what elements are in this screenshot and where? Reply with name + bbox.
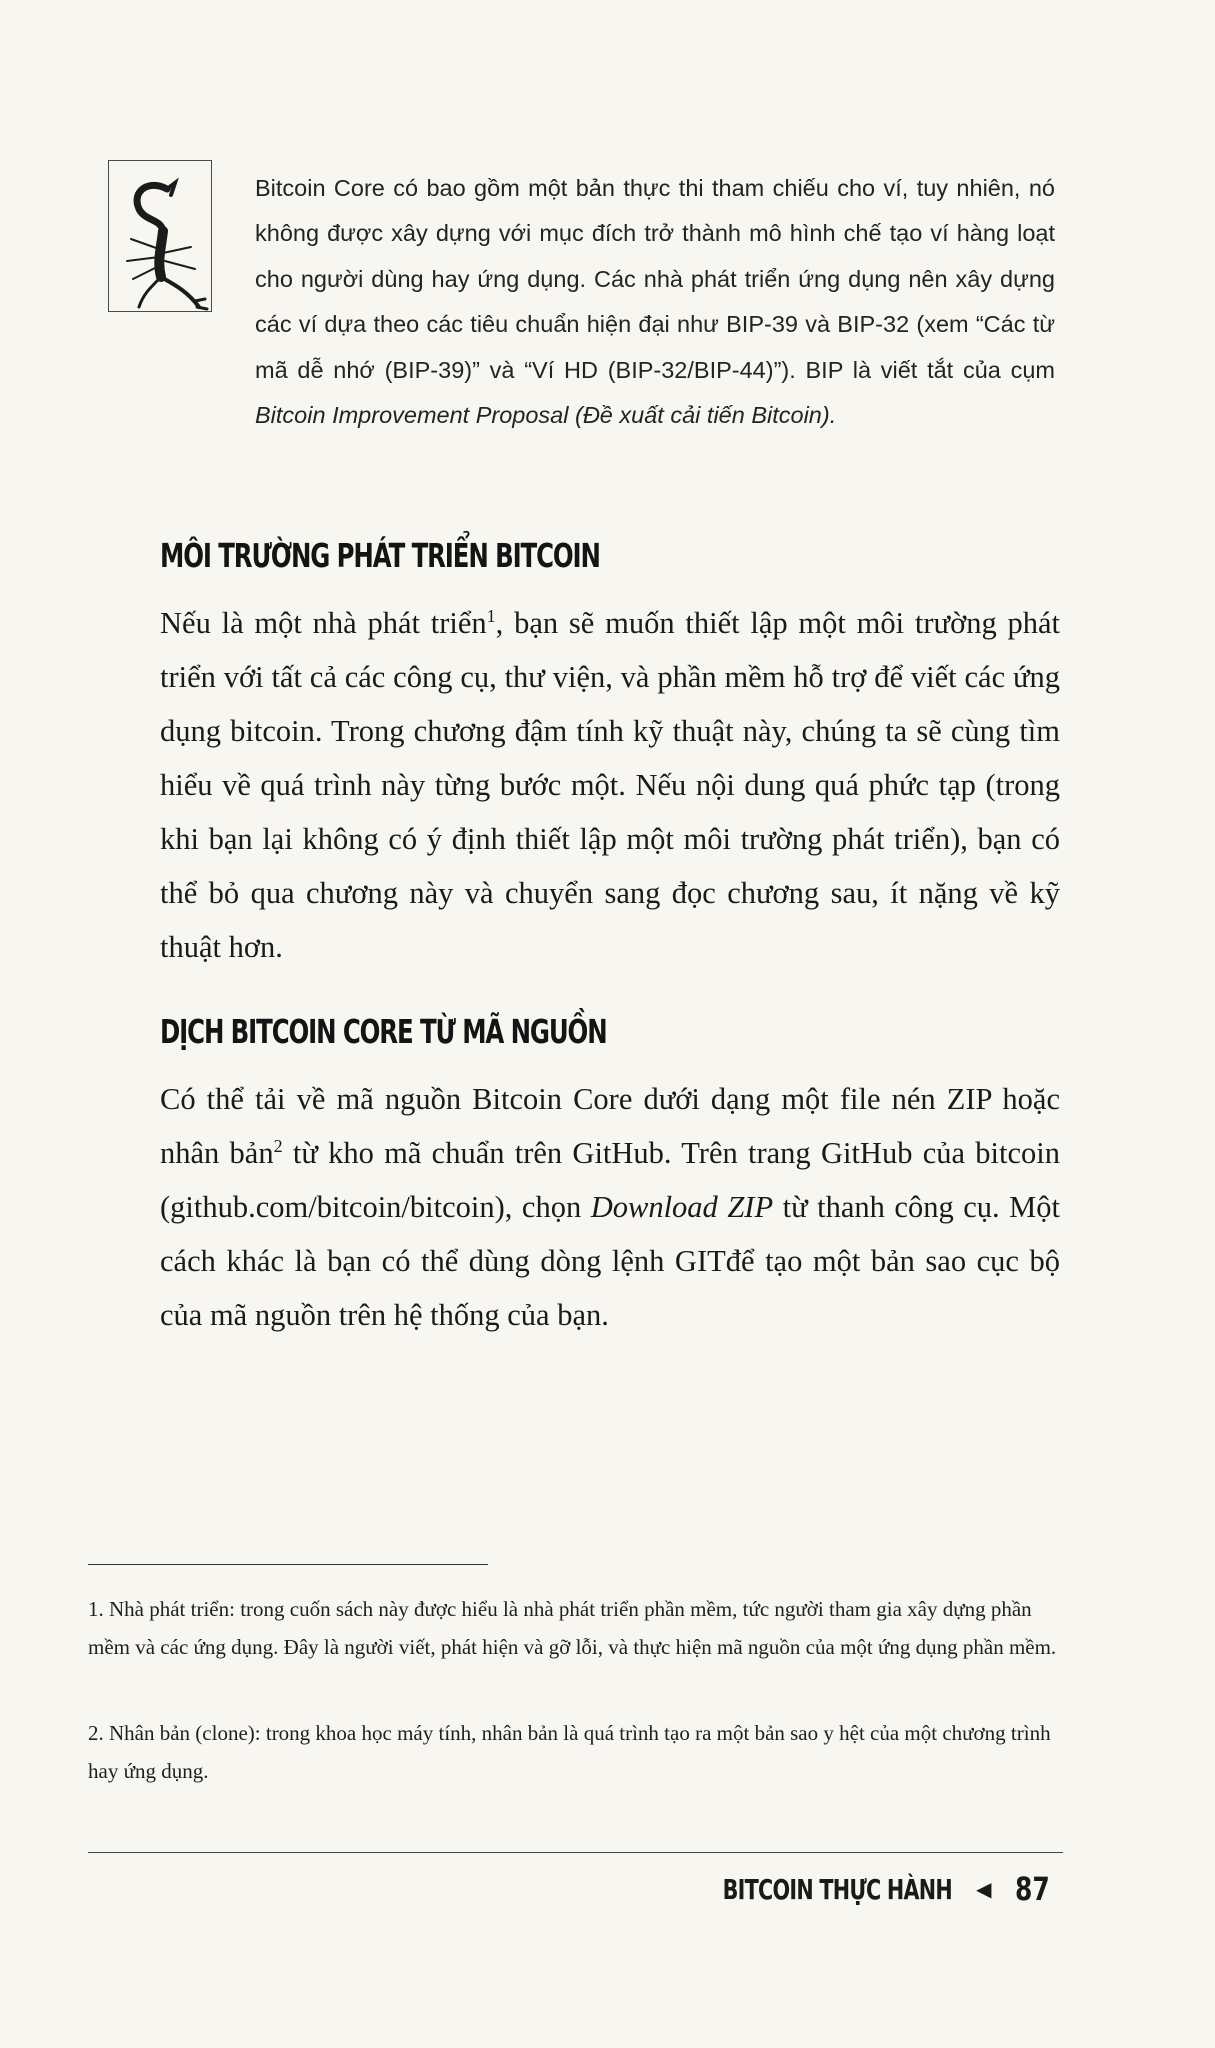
book-title: BITCOIN THỰC HÀNH bbox=[722, 1872, 953, 1906]
footer-divider bbox=[88, 1852, 1063, 1853]
section-heading-compile-source: DỊCH BITCOIN CORE TỪ MÃ NGUỒN bbox=[160, 1012, 607, 1051]
paragraph-compile-source: Có thể tải về mã nguồn Bitcoin Core dưới dạng một file nén ZIP hoặc nhân bản$^2$ từ kho mã chuẩn trên GitHub. Trên trang GitHub của bitcoin (github.com/bitcoin/bitcoin), chọn Download ZIP từ thanh công cụ. Một cách khác là bạn có thể dùng dòng lệnh GITđể tạo một bản sao cục bộ của mã nguồn trên hệ thống của bạn. bbox=[160, 1082, 1061, 1332]
footnote-divider bbox=[88, 1564, 488, 1565]
scorpion-icon bbox=[108, 160, 212, 312]
footnote-2: 2. Nhân bản (clone): trong khoa học máy tính, nhân bản là quá trình tạo ra một bản sao y hệt của một chương trình hay ứng dụng. bbox=[88, 1721, 1051, 1783]
paragraph-dev-environment: Nếu là một nhà phát triển$^1$, bạn sẽ muốn thiết lập một môi trường phát triển với tất cả các công cụ, thư viện, và phần mềm hỗ trợ để viết các ứng dụng bitcoin. Trong chương đậm tính kỹ thuật này, chúng ta sẽ cùng tìm hiểu về quá trình này từng bước một. Nếu nội dung quá phức tạp (trong khi bạn lại không có ý định thiết lập một môi trường phát triển), bạn có thể bỏ qua chương này và chuyển sang đọc chương sau, ít nặng về kỹ thuật hơn. bbox=[160, 605, 1060, 964]
running-footer bbox=[642, 1870, 1060, 1908]
arrow-left-icon: ◀ bbox=[976, 1877, 992, 1901]
section-heading-dev-environment: MÔI TRƯỜNG PHÁT TRIỂN BITCOIN bbox=[160, 536, 600, 575]
page-number: 87 bbox=[1015, 1870, 1051, 1908]
footnote-1: 1. Nhà phát triển: trong cuốn sách này được hiểu là nhà phát triển phần mềm, tức người tham gia xây dựng phần mềm và các ứng dụng. Đây là người viết, phát hiện và gỡ lỗi, và thực hiện mã nguồn của một ứng dụng phần mềm. bbox=[88, 1597, 1057, 1659]
note-text: Bitcoin Core có bao gồm một bản thực thi tham chiếu cho ví, tuy nhiên, nó không được xây dựng với mục đích trở thành mô hình chế tạo ví hàng loạt cho người dùng hay ứng dụng. Các nhà phát triển ứng dụng nên xây dựng các ví dựa theo các tiêu chuẩn hiện đại như BIP-39 và BIP-32 (xem “Các từ mã dễ nhớ (BIP-39)” và “Ví HD (BIP-32/BIP-44)”). BIP là viết tắt của cụm Bitcoin Improvement Proposal (Đề xuất cải tiến Bitcoin). bbox=[255, 174, 1055, 428]
footnote-ref-2[interactable]: 2 bbox=[273, 1135, 283, 1156]
footnote-ref-1[interactable]: 1 bbox=[486, 605, 496, 626]
